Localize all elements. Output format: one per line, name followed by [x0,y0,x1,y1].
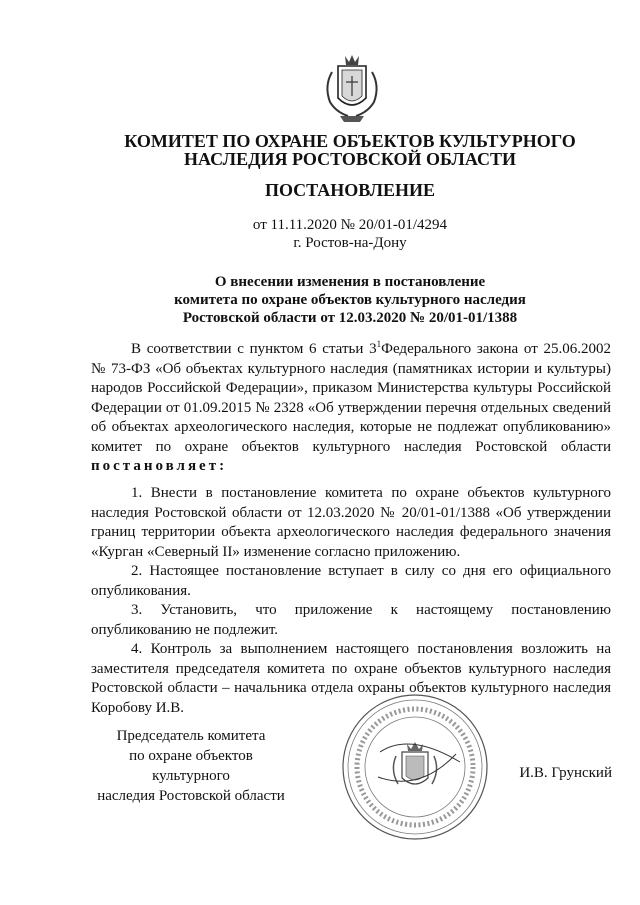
decree-items [91,484,611,718]
decree-item: 1. Внести в постановление комитета по охране объектов культурного наследия Ростовской области от 12.03.2020 № 20/01-01/1388 «Об утверждении границ территории объекта археологического наследия федерального значения «Курган «Северный II» изменение согласно приложению. [91,485,611,560]
preamble-text-b: Федерального закона от 25.06.2002 № 73-ФЗ «Об объектах культурного наследия (памятниках истории и культуры) народов Российской Федерации», приказом Министерства культуры Российской Федерации от 01.09.2015 № 2328 «Об утверждении перечня отдельных сведений об объектах археологического наследия, которые не подлежат опубликованию» комитет по охране объектов культурного наследия Ростовской области [91,341,611,455]
decree-item: 3. Установить, что приложение к настоящему постановлению опубликованию не подлежит. [91,602,611,638]
organization-title-line-2: НАСЛЕДИЯ РОСТОВСКОЙ ОБЛАСТИ [184,149,516,169]
coat-of-arms-icon [318,52,386,128]
signatory-name: И.В. Грунский [519,765,612,781]
document-type: ПОСТАНОВЛЕНИЕ [264,180,436,200]
signatory-position-line-2: по охране объектов культурного [129,748,253,784]
official-seal-icon [340,692,490,842]
signatory-position-line-1: Председатель комитета [116,728,266,744]
preamble-paragraph [91,340,611,477]
decree-item: 2. Настоящее постановление вступает в силу со дня его официального опубликования. [91,563,611,599]
decree-word: постановляет: [91,458,228,474]
preamble-superscript: 1 [376,339,382,349]
subject-line-1: О внесении изменения в постановление [214,274,486,290]
signatory-position-line-3: наследия Ростовской области [97,788,285,804]
organization-title-line-1: КОМИТЕТ ПО ОХРАНЕ ОБЪЕКТОВ КУЛЬТУРНОГО [124,131,576,151]
subject-line-2: комитета по охране объектов культурного наследия [174,292,526,308]
document-date-number: от 11.11.2020 № 20/01-01/4294 [252,217,448,233]
decree-item: 4. Контроль за выполнением настоящего постановления возложить на заместителя председателя комитета по охране объектов культурного наследия Ростовской области – начальника отдела охраны объектов культурного наследия Коробову И.В. [91,641,611,716]
document-city: г. Ростов-на-Дону [293,235,407,251]
subject-line-3: Ростовской области от 12.03.2020 № 20/01-01/1388 [182,310,518,326]
preamble-text-a: В соответствии с пунктом 6 статьи 3 [131,341,377,357]
signatory-position [91,726,291,806]
